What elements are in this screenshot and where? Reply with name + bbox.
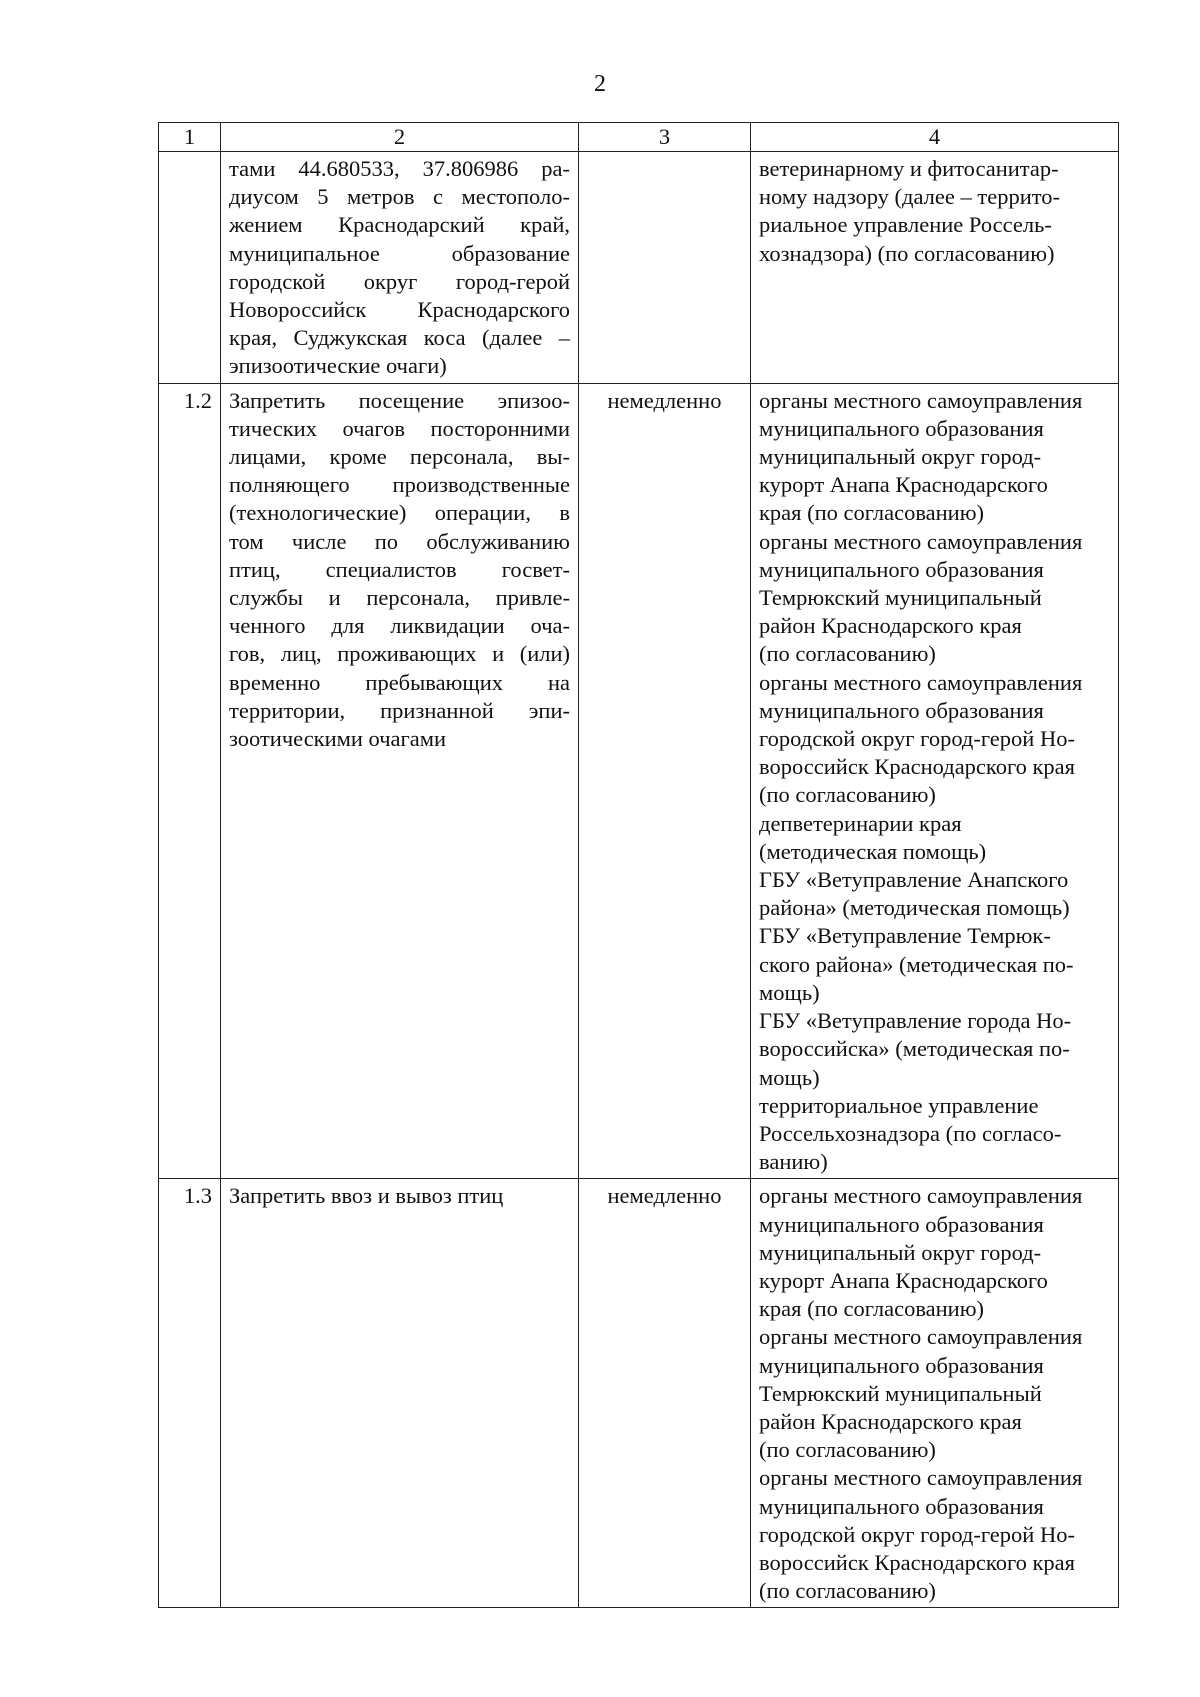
responsible-line: городской округ город-герой Но- (759, 1521, 1075, 1547)
table-row (159, 152, 1119, 384)
measure-description (221, 1179, 579, 1608)
responsible-line: (методическая помощь) (759, 838, 987, 864)
description-line: эпизоотические очаги) (229, 353, 447, 379)
responsible-line: (по согласованию) (759, 782, 936, 808)
page-number: 2 (594, 71, 606, 97)
responsible-line: края (по согласованию) (759, 500, 985, 526)
responsible-line: Темрюкский муниципальный (759, 1380, 1042, 1406)
responsible-line: риальное управление Россель- (759, 212, 1052, 238)
description-line: края, Суджукская коса (далее – (229, 325, 570, 351)
responsible-line: края (по согласованию) (759, 1296, 985, 1322)
responsible-line: ванию) (759, 1149, 828, 1175)
measure-term: немедленно (579, 1179, 751, 1608)
responsible-parties (751, 152, 1119, 384)
responsible-line: район Краснодарского края (759, 613, 1022, 639)
responsible-line: муниципального образования (759, 1211, 1044, 1237)
responsible-line: органы местного самоуправления (759, 387, 1083, 413)
description-line: муниципальное образование (229, 240, 570, 266)
description-line: диусом 5 метров с местополо- (229, 184, 570, 210)
measure-description (221, 152, 579, 384)
responsible-line: район Краснодарского края (759, 1408, 1022, 1434)
responsible-line: муниципальный округ город- (759, 1239, 1042, 1265)
description-line: временно пребывающих на (229, 669, 570, 695)
description-line: (технологические) операции, в (229, 500, 570, 526)
description-line: лицами, кроме персонала, вы- (229, 444, 570, 470)
table-row (159, 383, 1119, 1179)
column-number-2: 2 (221, 123, 579, 152)
column-number-3: 3 (579, 123, 751, 152)
responsible-line: органы местного самоуправления (759, 669, 1083, 695)
measures-table (158, 122, 1119, 1608)
responsible-line: хознадзора) (по согласованию) (759, 240, 1055, 266)
description-line: городской округ город-герой (229, 268, 570, 294)
table-body (159, 123, 1119, 1608)
table-header-row (159, 123, 1119, 152)
row-number: 1.3 (159, 1179, 221, 1608)
responsible-line: курорт Анапа Краснодарского (759, 1267, 1048, 1293)
responsible-line: территориальное управление (759, 1092, 1039, 1118)
description-line: Запретить ввоз и вывоз птиц (229, 1183, 504, 1209)
responsible-line: (по согласованию) (759, 641, 936, 667)
description-line: службы и персонала, привле- (229, 585, 570, 611)
responsible-line: ГБУ «Ветуправление Анапского (759, 867, 1069, 893)
responsible-line: Темрюкский муниципальный (759, 585, 1042, 611)
description-line: тических очагов посторонними (229, 415, 570, 441)
responsible-line: вороссийск Краснодарского края (759, 754, 1076, 780)
responsible-line: ГБУ «Ветуправление города Но- (759, 1008, 1072, 1034)
row-number (159, 152, 221, 384)
description-line: ченного для ликвидации оча- (229, 613, 570, 639)
responsible-line: района» (методическая помощь) (759, 895, 1070, 921)
column-number-1: 1 (159, 123, 221, 152)
description-line: тами 44.680533, 37.806986 ра- (229, 156, 570, 181)
responsible-line: депветеринарии края (759, 810, 962, 836)
description-line: Запретить посещение эпизоо- (229, 387, 570, 413)
description-line: птиц, специалистов госвет- (229, 556, 570, 582)
responsible-line: органы местного самоуправления (759, 1465, 1083, 1491)
column-number-4: 4 (751, 123, 1119, 152)
responsible-line: органы местного самоуправления (759, 1183, 1083, 1209)
responsible-line: городской округ город-герой Но- (759, 726, 1075, 752)
measure-description (221, 383, 579, 1179)
row-number: 1.2 (159, 383, 221, 1179)
responsible-parties (751, 1179, 1119, 1608)
description-line: зоотическими очагами (229, 726, 447, 752)
responsible-line: ГБУ «Ветуправление Темрюк- (759, 923, 1051, 949)
responsible-line: ному надзору (далее – террито- (759, 184, 1061, 210)
measure-term (579, 152, 751, 384)
description-line: полняющего производственные (229, 472, 570, 498)
responsible-line: муниципального образования (759, 697, 1044, 723)
responsible-line: (по согласованию) (759, 1437, 936, 1463)
responsible-line: вороссийска» (методическая по- (759, 1036, 1070, 1062)
responsible-line: курорт Анапа Краснодарского (759, 472, 1048, 498)
responsible-line: ветеринарному и фитосанитар- (759, 156, 1059, 181)
responsible-line: Россельхознадзора (по согласо- (759, 1120, 1062, 1146)
measure-term: немедленно (579, 383, 751, 1179)
description-line: жением Краснодарский край, (229, 212, 570, 238)
description-line: гов, лиц, проживающих и (или) (229, 641, 570, 667)
responsible-line: муниципального образования (759, 1352, 1044, 1378)
responsible-line: муниципальный округ город- (759, 444, 1042, 470)
table-row (159, 1179, 1119, 1608)
responsible-line: мощь) (759, 979, 820, 1005)
responsible-line: муниципального образования (759, 556, 1044, 582)
responsible-parties (751, 383, 1119, 1179)
description-line: территории, признанной эпи- (229, 697, 570, 723)
description-line: Новороссийск Краснодарского (229, 297, 570, 323)
responsible-line: (по согласованию) (759, 1578, 936, 1604)
responsible-line: муниципального образования (759, 1493, 1044, 1519)
responsible-line: органы местного самоуправления (759, 528, 1083, 554)
description-line: том числе по обслуживанию (229, 528, 570, 554)
responsible-line: вороссийск Краснодарского края (759, 1549, 1076, 1575)
responsible-line: органы местного самоуправления (759, 1324, 1083, 1350)
responsible-line: муниципального образования (759, 415, 1044, 441)
responsible-line: ского района» (методическая по- (759, 951, 1074, 977)
responsible-line: мощь) (759, 1064, 820, 1090)
